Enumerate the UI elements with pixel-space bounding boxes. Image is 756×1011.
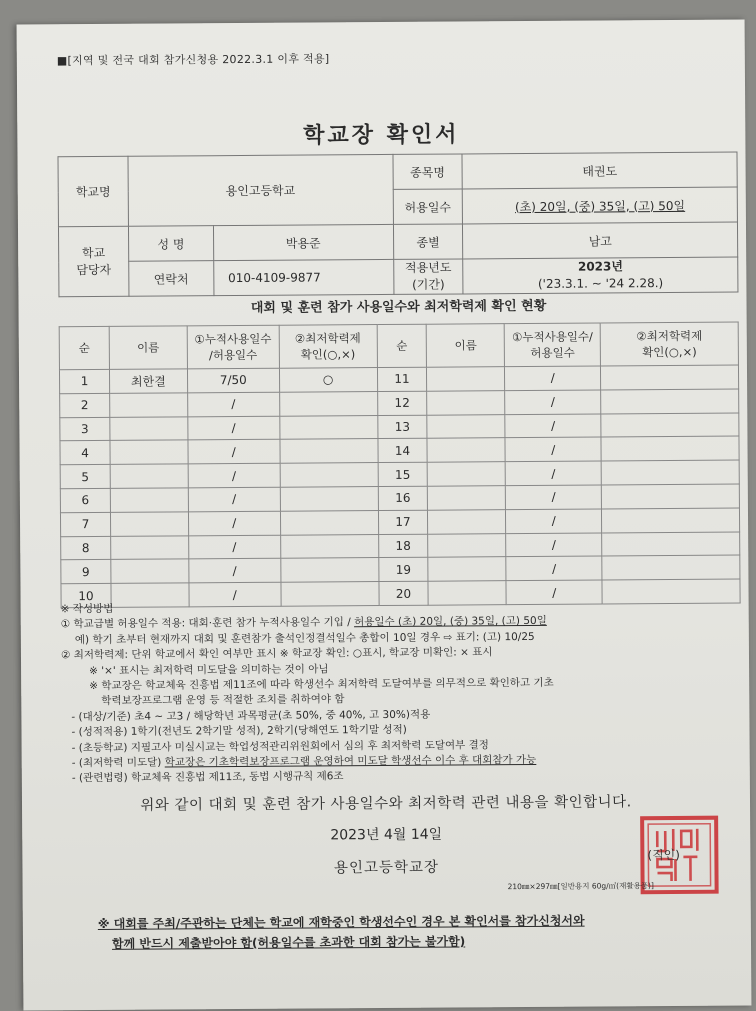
allowed-days-value xyxy=(463,187,738,224)
gender-label: 종별 xyxy=(393,224,463,259)
row-days: / xyxy=(188,440,280,464)
row-min-right xyxy=(601,413,739,438)
note-1-example: 예) 학기 초부터 현재까지 대회 및 훈련참가 출석인정결석일수 총합이 10일 경우 ⇨ 표기: (고) 10/25 xyxy=(74,630,535,646)
header-no-right: 순 xyxy=(377,324,427,367)
row-days: / xyxy=(188,511,280,535)
notes-heading: ※ 작성방법 xyxy=(60,602,114,616)
document-paper xyxy=(17,19,752,1010)
header-name-right: 이름 xyxy=(427,324,505,368)
row-no: 9 xyxy=(61,560,111,584)
row-no-right: 17 xyxy=(378,510,428,534)
header-min-right: ②최저학력제 확인(○,×) xyxy=(600,322,738,366)
notes-block xyxy=(61,599,555,787)
header-min: ②최저학력제 확인(○,×) xyxy=(279,325,377,369)
row-no: 8 xyxy=(61,536,111,560)
row-min-right xyxy=(601,436,739,461)
row-name xyxy=(110,440,188,464)
row-name-right xyxy=(427,414,505,438)
row-days-right: / xyxy=(506,485,602,509)
row-days: 7/50 xyxy=(187,368,279,392)
header-name: 이름 xyxy=(109,326,187,370)
year-label: 적용년도 (기간) xyxy=(393,259,463,294)
row-min xyxy=(280,439,378,463)
row-days-right: / xyxy=(506,580,602,604)
row-name xyxy=(110,488,188,512)
row-min-right xyxy=(601,365,739,390)
row-min xyxy=(280,463,378,487)
row-no-right: 15 xyxy=(378,462,428,486)
row-name-right xyxy=(427,390,505,414)
row-days-right: / xyxy=(505,390,601,414)
row-name: 최한결 xyxy=(109,369,187,393)
row-days: / xyxy=(188,416,280,440)
row-name xyxy=(111,535,189,559)
school-name: 용인고등학교 xyxy=(128,154,393,226)
row-days-right: / xyxy=(505,437,601,461)
section-title: 대회 및 훈련 참가 사용일수와 최저학력제 확인 현황 xyxy=(250,298,547,316)
paper-spec: 210㎜×297㎜[일반용지 60g/㎡(재활용품)] xyxy=(507,881,654,892)
row-min-right xyxy=(602,508,740,533)
note-9-text: - (최저학력 미도달) xyxy=(71,756,165,770)
principal-name: 용인고등학교장 xyxy=(333,859,440,877)
row-no-right: 12 xyxy=(377,391,427,415)
stamp-label: (직인) xyxy=(647,847,680,863)
row-name-right xyxy=(428,557,506,581)
row-name-right xyxy=(428,462,506,486)
row-days: / xyxy=(189,559,281,583)
row-days-right: / xyxy=(506,533,602,557)
row-name xyxy=(110,512,188,536)
row-days-right: / xyxy=(506,509,602,533)
event-label: 종목명 xyxy=(392,154,462,189)
row-min xyxy=(280,510,378,534)
row-no-right: 19 xyxy=(378,558,428,582)
period-value: ('23.3.1. ~ '24 2.28.) xyxy=(537,276,664,291)
row-name-right xyxy=(427,367,505,391)
row-name xyxy=(110,464,188,488)
document-title: 학교장 확인서 xyxy=(303,122,460,149)
row-min-right xyxy=(601,460,739,485)
row-no: 4 xyxy=(60,441,110,465)
row-name xyxy=(110,416,188,440)
allowed-days-label: 허용일수 xyxy=(393,189,463,224)
row-no-right: 20 xyxy=(378,581,428,605)
row-min-right xyxy=(601,484,739,509)
row-no: 7 xyxy=(60,512,110,536)
row-no: 10 xyxy=(61,584,111,608)
row-name-right xyxy=(428,509,506,533)
gender-value: 남고 xyxy=(463,222,738,259)
row-days: / xyxy=(188,487,280,511)
row-no: 2 xyxy=(60,393,110,417)
row-days-right: / xyxy=(505,461,601,485)
row-no-right: 16 xyxy=(378,486,428,510)
footnote xyxy=(98,911,585,954)
allowed-days-text: (초) 20일, (중) 35일, (고) 50일 xyxy=(514,198,686,214)
row-no: 3 xyxy=(60,417,110,441)
row-no-right: 14 xyxy=(377,439,427,463)
row-days-right: / xyxy=(506,556,602,580)
row-min xyxy=(280,534,378,558)
row-min-right xyxy=(602,579,740,604)
footnote-line-1: ※ 대회를 주최/주관하는 단체는 학교에 재학중인 학생선수인 경우 본 확인서를 참가신청서와 xyxy=(97,913,585,932)
participation-table xyxy=(59,322,741,609)
manager-label: 학교 담당자 xyxy=(58,226,128,296)
name-value: 박용준 xyxy=(213,224,393,260)
name-label: 성 명 xyxy=(128,226,213,262)
row-days-right: / xyxy=(505,414,601,438)
note-1-underlined: 허용일수 (초) 20일, (중) 35일, (고) 50일 xyxy=(354,615,547,629)
row-min xyxy=(279,391,377,415)
row-min-right xyxy=(602,555,740,580)
event-value: 태권도 xyxy=(462,152,737,189)
note-2: ② 최저학력제: 단위 학교에서 확인 여부만 표시 ※ 학교장 확인: ○표시, 학교장 미확인: × 표시 xyxy=(60,646,493,662)
row-no-right: 13 xyxy=(377,415,427,439)
row-days-right: / xyxy=(505,366,601,390)
row-name-right xyxy=(428,486,506,510)
header-tag: ■[지역 및 전국 대회 참가신청용 2022.3.1 이후 적용] xyxy=(56,52,330,68)
note-10: - (관련법령) 학교체육 진흥법 제11조, 동법 시행규칙 제6조 xyxy=(71,770,344,785)
row-days: / xyxy=(188,535,280,559)
row-min-right xyxy=(602,532,740,557)
row-min-right xyxy=(601,389,739,414)
footnote-line-2: 함께 반드시 제출받아야 함(허용일수를 초과한 대회 참가는 불가함) xyxy=(111,934,466,951)
header-no: 순 xyxy=(59,326,109,369)
note-4: ※ 학교장은 학교체육 진흥법 제11조에 따라 학생선수 최저학력 도달여부를 의무적으로 확인하고 기초 xyxy=(89,676,554,693)
row-no-right: 18 xyxy=(378,534,428,558)
row-no: 1 xyxy=(59,369,109,393)
note-8: - (초등학교) 지필고사 미실시교는 학업성적관리위원회에서 심의 후 최저학력 도달여부 결정 xyxy=(71,738,489,754)
issue-date: 2023년 4월 14일 xyxy=(330,826,443,844)
header-days: ①누적사용일수 /허용일수 xyxy=(187,325,279,369)
row-min: ○ xyxy=(279,368,377,392)
row-no-right: 11 xyxy=(377,367,427,391)
row-min xyxy=(279,415,377,439)
year-cell xyxy=(463,257,738,294)
school-label: 학교명 xyxy=(58,156,128,226)
header-days-right: ①누적사용일수/ 허용일수 xyxy=(504,323,600,367)
note-3: ※ '×' 표시는 최저학력 미도달을 의미하는 것이 아님 xyxy=(89,663,329,677)
row-days: / xyxy=(188,463,280,487)
row-no: 6 xyxy=(60,488,110,512)
row-min xyxy=(280,558,378,582)
note-7: - (성적적용) 1학기(전년도 2학기말 성적), 2학기(당해연도 1학기말 성적) xyxy=(71,724,407,739)
year-value: 2023년 xyxy=(577,259,624,274)
row-name-right xyxy=(428,533,506,557)
contact-value: 010-4109-9877 xyxy=(213,259,393,295)
row-no: 5 xyxy=(60,465,110,489)
confirm-statement: 위와 같이 대회 및 훈련 참가 사용일수와 최저학력 관련 내용을 확인합니다. xyxy=(140,794,632,814)
row-days: / xyxy=(187,392,279,416)
note-9-underlined: 학교장은 기초학력보장프로그램 운영하여 미도달 학생선수 이수 후 대회참가 가능 xyxy=(164,754,537,769)
row-days: / xyxy=(189,582,281,606)
note-5: 학력보장프로그램 운영 등 적절한 조치를 취하여야 함 xyxy=(101,693,345,708)
note-6: - (대상/기준) 초4 ~ 고3 / 해당학년 과목평균(초 50%, 중 40%, 고 30%)적용 xyxy=(71,708,431,724)
row-min xyxy=(280,487,378,511)
row-name-right xyxy=(427,438,505,462)
row-name xyxy=(111,559,189,583)
row-name xyxy=(110,393,188,417)
note-1-text: ① 학교급별 허용일수 적용: 대회·훈련 참가 누적사용일수 기입 / xyxy=(60,616,355,631)
contact-label: 연락처 xyxy=(129,261,214,297)
info-table xyxy=(57,152,738,298)
